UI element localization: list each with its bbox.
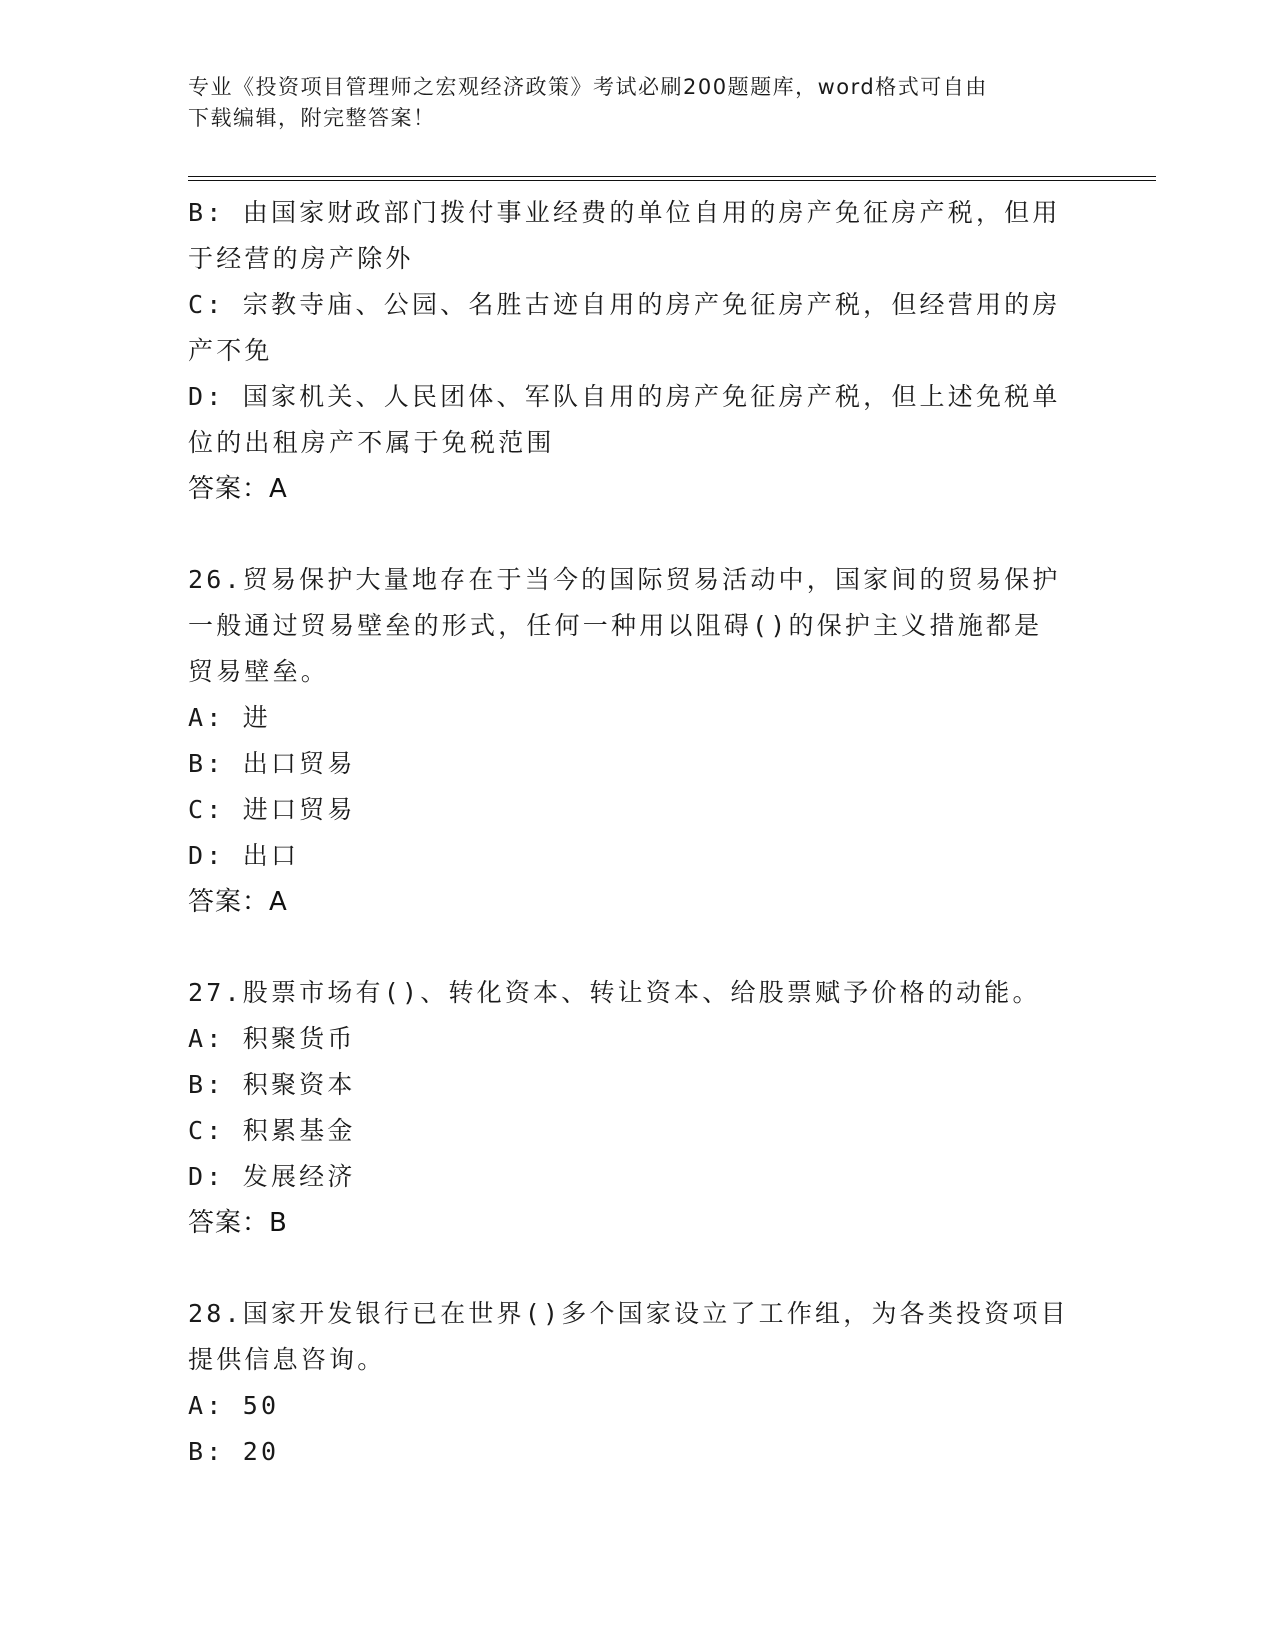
option-c: C: 进口贸易 (188, 795, 356, 824)
text-line: 于经营的房产除外 (188, 244, 414, 273)
option-d: D: 发展经济 (188, 1162, 356, 1191)
question-text: 贸易壁垒。 (188, 657, 330, 686)
question-text: 一般通过贸易壁垒的形式，任何一种用以阻碍()的保护主义措施都是 (188, 611, 1043, 640)
question-text: 27.股票市场有()、转化资本、转让资本、给股票赋予价格的动能。 (188, 978, 1041, 1007)
option-a: A: 进 (188, 703, 271, 732)
text-line: 产不免 (188, 336, 273, 365)
question-block-28 (188, 1291, 1088, 1475)
question-block-27 (188, 970, 1088, 1246)
document-header (188, 72, 1068, 134)
text-line: D: 国家机关、人民团体、军队自用的房产免征房产税，但上述免税单 (188, 382, 1061, 411)
question-text: 提供信息咨询。 (188, 1345, 386, 1374)
question-text: 28.国家开发银行已在世界()多个国家设立了工作组，为各类投资项目 (188, 1299, 1069, 1328)
answer-label: 答案：B (188, 1208, 288, 1238)
header-divider (188, 176, 1156, 181)
answer-label: 答案：A (188, 887, 288, 917)
header-line-2: 下载编辑，附完整答案！ (188, 106, 436, 130)
question-block-25 (188, 190, 1088, 512)
text-line: C: 宗教寺庙、公园、名胜古迹自用的房产免征房产税，但经营用的房 (188, 290, 1061, 319)
option-b: B: 20 (188, 1437, 280, 1466)
option-a: A: 积聚货币 (188, 1024, 356, 1053)
text-line: B: 由国家财政部门拨付事业经费的单位自用的房产免征房产税，但用 (188, 198, 1061, 227)
header-line-1: 专业《投资项目管理师之宏观经济政策》考试必刷200题题库，word格式可自由 (188, 75, 988, 99)
text-line: 位的出租房产不属于免税范围 (188, 428, 555, 457)
option-b: B: 出口贸易 (188, 749, 356, 778)
document-body (188, 190, 1088, 1475)
option-a: A: 50 (188, 1391, 280, 1420)
option-c: C: 积累基金 (188, 1116, 356, 1145)
question-text: 26.贸易保护大量地存在于当今的国际贸易活动中，国家间的贸易保护 (188, 565, 1061, 594)
option-d: D: 出口 (188, 841, 300, 870)
question-block-26 (188, 557, 1088, 925)
answer-label: 答案：A (188, 474, 288, 504)
option-b: B: 积聚资本 (188, 1070, 356, 1099)
